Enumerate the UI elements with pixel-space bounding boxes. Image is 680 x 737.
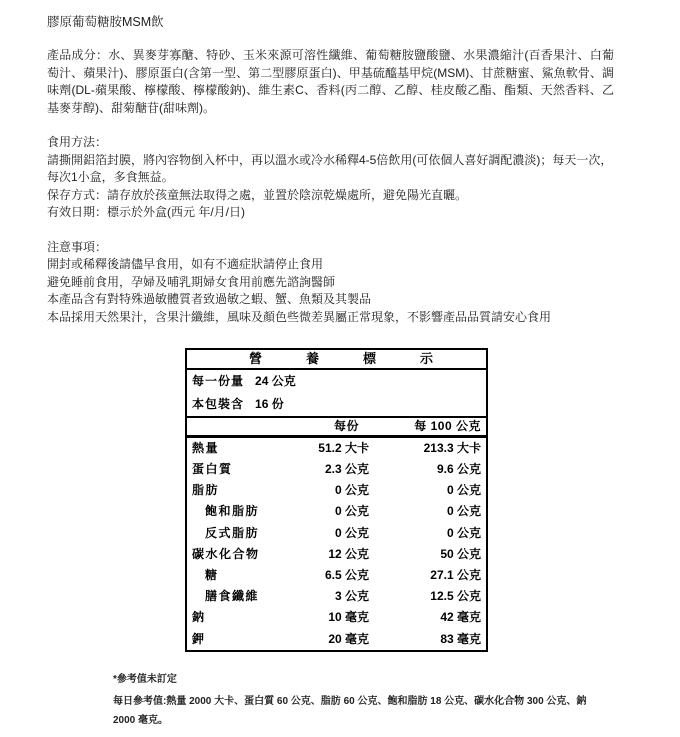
table-row (187, 586, 486, 607)
per-100g-value: 42 毫克 (440, 610, 481, 625)
table-row (187, 544, 486, 565)
ingredients-paragraph: 產品成分：水、異麥芽寡醣、特砂、玉米來源可溶性纖維、葡萄糖胺鹽酸鹽、水果濃縮汁(百香果汁、白葡萄汁、蘋果汁)、膠原蛋白(含第一型、第二型膠原蛋白)、甲基硫醯基甲烷(MSM)、甘蔗糖蜜、鯊魚軟骨、調味劑(DL-蘋果酸、檸檬酸、檸檬酸鈉)、維生素C、香料(丙二醇、乙醇、桂皮酸乙酯、酯類、天然香料、乙基麥芽醇)、甜菊醣苷(甜味劑)。 (47, 48, 614, 115)
per-100g-value: 0 公克 (446, 525, 481, 540)
reference-undefined-note: *參考值未訂定 (113, 673, 177, 685)
per-serving-value: 0 公克 (334, 525, 369, 540)
usage-section (47, 134, 622, 222)
title-char: 示 (419, 351, 433, 367)
page-title: 膠原葡萄糖胺MSM飲 (47, 15, 164, 29)
per-serving-value: 12 公克 (328, 546, 369, 561)
notice-line: 本產品含有對特殊過敏體質者致過敏之蝦、蟹、魚類及其製品 (47, 292, 372, 306)
table-row (187, 480, 486, 501)
nutrient-label: 糖 (205, 567, 219, 582)
table-row (187, 629, 486, 650)
notice-line: 避免睡前食用，孕婦及哺乳期婦女食用前應先諮詢醫師 (47, 274, 336, 289)
per-100g-value: 12.5 公克 (430, 589, 481, 604)
nutrient-label: 蛋白質 (192, 462, 233, 477)
servings-per-pack-label: 本包裝含 (192, 396, 245, 411)
usage-instructions: 請撕開鋁箔封膜，將內容物倒入杯中，再以溫水或冷水稀釋4-5倍飲用(可依個人喜好調配濃淡)；每天一次，每次1小盒，多食無益。 (47, 152, 613, 184)
serving-size-value: 24 公克 (255, 373, 296, 388)
nutrition-facts-table (185, 348, 488, 652)
nutrient-label: 反式脂肪 (205, 525, 260, 540)
column-header-per-serving: 每份 (333, 418, 359, 433)
per-100g-value: 213.3 大卡 (423, 440, 481, 455)
per-100g-value: 9.6 公克 (436, 462, 481, 477)
nutrient-label: 脂肪 (192, 483, 220, 498)
per-100g-value: 0 公克 (446, 504, 481, 519)
servings-per-pack-value: 16 份 (255, 396, 284, 411)
per-serving-value: 0 公克 (334, 483, 369, 498)
servings-per-pack-row (187, 393, 486, 416)
per-100g-value: 50 公克 (440, 546, 481, 561)
per-serving-value: 10 毫克 (328, 610, 369, 625)
table-row (187, 459, 486, 480)
title-char: 養 (305, 351, 319, 367)
table-row (187, 565, 486, 586)
per-serving-value: 51.2 大卡 (318, 440, 369, 455)
per-serving-value: 6.5 公克 (324, 567, 369, 582)
usage-heading: 食用方法： (47, 135, 108, 149)
nutrient-label: 熱量 (192, 440, 220, 455)
per-serving-value: 20 毫克 (328, 631, 369, 646)
notice-line: 開封或稀釋後請儘早食用，如有不適症狀請停止食用 (47, 257, 324, 271)
notice-section (47, 239, 622, 327)
serving-info-block (187, 370, 486, 418)
reference-footnote (113, 671, 595, 731)
storage-instructions: 保存方式：請存放於孩童無法取得之處，並置於陰涼乾燥處所，避免陽光直曬。 (47, 187, 468, 202)
per-serving-value: 0 公克 (334, 504, 369, 519)
nutrition-table-title (187, 350, 486, 370)
nutrient-label: 碳水化合物 (192, 546, 260, 561)
serving-size-row (187, 370, 486, 393)
daily-reference-values: 每日參考值:熱量 2000 大卡、蛋白質 60 公克、脂肪 60 公克、飽和脂肪 18 公克、碳水化合物 300 公克、鈉 2000 毫克。 (113, 696, 587, 726)
column-header-per-100g: 每 100 公克 (414, 418, 481, 433)
nutrient-label: 鉀 (192, 631, 206, 646)
nutrition-rows (187, 438, 486, 650)
per-serving-value: 3 公克 (334, 589, 369, 604)
column-header-row (187, 418, 486, 438)
expiry-date-note: 有效日期：標示於外盒(西元 年/月/日) (47, 205, 245, 219)
table-row (187, 523, 486, 544)
per-serving-value: 2.3 公克 (324, 462, 369, 477)
table-row (187, 502, 486, 523)
per-100g-value: 0 公克 (446, 483, 481, 498)
notice-line: 本品採用天然果汁，含果汁纖維，風味及顏色些微差異屬正常現象，不影響產品品質請安心食用 (47, 309, 552, 324)
title-char: 營 (249, 351, 263, 367)
table-row (187, 438, 486, 459)
per-100g-value: 83 毫克 (440, 631, 481, 646)
table-row (187, 608, 486, 629)
notices-heading: 注意事項： (47, 239, 108, 254)
nutrient-label: 鈉 (192, 610, 206, 625)
serving-size-label: 每一份量 (192, 373, 245, 388)
title-char: 標 (362, 351, 376, 367)
nutrient-label: 飽和脂肪 (205, 504, 260, 519)
per-100g-value: 27.1 公克 (430, 567, 481, 582)
nutrient-label: 膳食纖維 (205, 589, 260, 604)
